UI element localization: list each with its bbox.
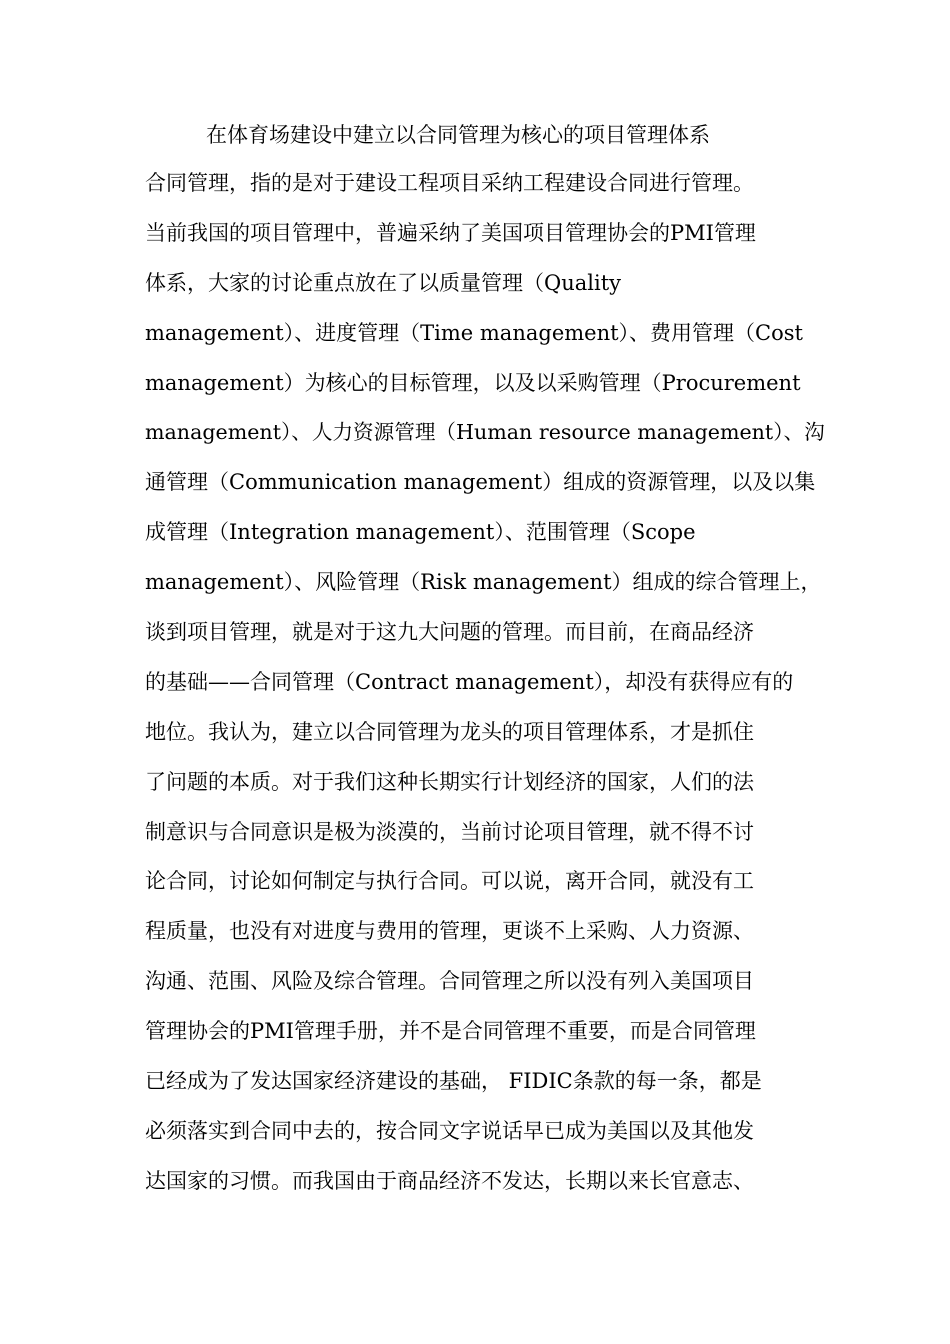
paragraph-line: management）、进度管理（Time management）、费用管理（Cost bbox=[145, 320, 803, 345]
paragraph-line: 谈到项目管理，就是对于这九大问题的管理。而目前，在商品经济 bbox=[145, 620, 754, 645]
paragraph-line: 成管理（Integration management）、范围管理（Scope bbox=[145, 520, 696, 545]
paragraph-line: 合同管理，指的是对于建设工程项目采纳工程建设合同进行管理。 bbox=[145, 171, 754, 195]
paragraph-line: management）、人力资源管理（Human resource management）、沟 bbox=[145, 420, 825, 445]
document-title: 在体育场建设中建立以合同管理为核心的项目管理体系 bbox=[206, 123, 710, 147]
paragraph-line: 体系，大家的讨论重点放在了以质量管理（Quality bbox=[145, 270, 621, 295]
paragraph-line: 的基础——合同管理（Contract management），却没有获得应有的 bbox=[145, 669, 794, 694]
paragraph-line: 沟通、范围、风险及综合管理。合同管理之所以没有列入美国项目 bbox=[145, 969, 754, 994]
paragraph-line: 程质量，也没有对进度与费用的管理，更谈不上采购、人力资源、 bbox=[145, 919, 754, 944]
paragraph-line: 当前我国的项目管理中，普遍采纳了美国项目管理协会的PMI管理 bbox=[145, 220, 756, 245]
paragraph-line: 达国家的习惯。而我国由于商品经济不发达，长期以来长官意志、 bbox=[145, 1168, 754, 1193]
paragraph-line: 已经成为了发达国家经济建设的基础， FIDIC条款的每一条，都是 bbox=[145, 1069, 762, 1094]
document-body bbox=[145, 168, 825, 1216]
paragraph-line: 了问题的本质。对于我们这种长期实行计划经济的国家，人们的法 bbox=[145, 769, 754, 794]
paragraph-line: 论合同，讨论如何制定与执行合同。可以说，离开合同，就没有工 bbox=[145, 869, 754, 894]
paragraph-line: 管理协会的PMI管理手册，并不是合同管理不重要，而是合同管理 bbox=[145, 1019, 756, 1044]
paragraph-line: 通管理（Communication management）组成的资源管理，以及以集 bbox=[145, 470, 816, 495]
paragraph-line: management）、风险管理（Risk management）组成的综合管理上， bbox=[145, 570, 822, 595]
paragraph-line: 地位。我认为，建立以合同管理为龙头的项目管理体系，才是抓住 bbox=[145, 719, 754, 744]
paragraph-line: 必须落实到合同中去的，按合同文字说话早已成为美国以及其他发 bbox=[145, 1118, 754, 1143]
paragraph-line: 制意识与合同意识是极为淡漠的，当前讨论项目管理，就不得不讨 bbox=[145, 819, 754, 844]
paragraph-line: management）为核心的目标管理，以及以采购管理（Procurement bbox=[145, 370, 801, 395]
